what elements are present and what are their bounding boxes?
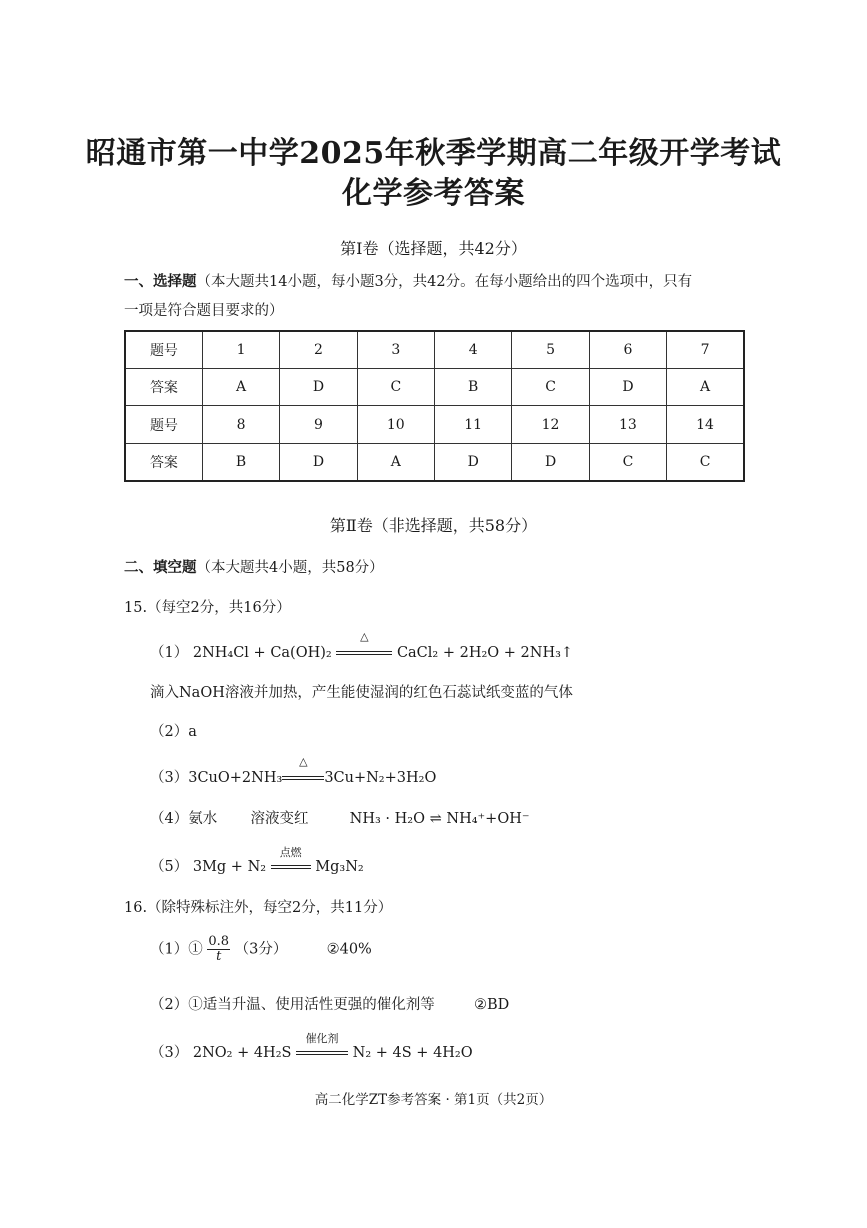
q15-label: 15.（每空2分，共16分）	[124, 600, 291, 616]
question-number: 8	[202, 406, 279, 443]
part-number: （1）	[150, 645, 189, 661]
answer-cell: B	[435, 369, 512, 406]
part-number: （3）	[150, 770, 189, 786]
condition-label: △	[360, 630, 369, 643]
equation-rhs: CaCl₂ + 2H₂O + 2NH₃↑	[396, 645, 574, 661]
question-number: 11	[435, 406, 512, 443]
reversible-arrow: ⇌	[429, 811, 442, 827]
reaction-condition	[282, 755, 324, 786]
part-number: （4）	[150, 811, 189, 827]
part1-heading: 第Ⅰ卷（选择题，共42分）	[340, 239, 527, 258]
q15-part4	[150, 807, 530, 828]
q16-part3-equation	[150, 1032, 473, 1062]
row-label: 答案	[125, 443, 202, 481]
answer-cell: C	[589, 443, 666, 481]
part2-section-desc: （本大题共4小题，共58分）	[196, 560, 384, 576]
reaction-condition	[296, 1032, 348, 1061]
question-number: 3	[357, 331, 434, 369]
part2-section-title: 二、填空题	[124, 559, 197, 576]
part1-section-title: 一、选择题	[124, 273, 197, 290]
row-label: 答案	[125, 369, 202, 406]
answer-cell: D	[435, 443, 512, 481]
equation-lhs: 3Mg + N₂	[192, 859, 267, 875]
answer-observation: 溶液变红	[250, 811, 309, 827]
part2-section-line	[124, 556, 384, 577]
reaction-condition	[271, 846, 311, 875]
q15-part1-equation	[150, 630, 574, 662]
equation-lhs: 3CuO+2NH₃	[188, 770, 283, 786]
part-number: （5）	[150, 859, 189, 875]
q15-part3-equation	[150, 755, 437, 787]
circle-one: ①	[188, 941, 203, 958]
answer-cell: C	[357, 369, 434, 406]
answer-options: ②BD	[473, 997, 510, 1013]
equation-rhs: Mg₃N₂	[315, 859, 364, 875]
part-number: （1）	[150, 941, 189, 958]
question-number: 13	[589, 406, 666, 443]
equation-rhs: N₂ + 4S + 4H₂O	[352, 1045, 473, 1061]
fraction-numerator: 0.8	[208, 934, 230, 949]
question-number: 1	[202, 331, 279, 369]
equation-rhs: 3Cu+N₂+3H₂O	[324, 770, 437, 786]
table-row	[125, 443, 744, 481]
q15-part5-equation	[150, 846, 364, 876]
row-label: 题号	[125, 406, 202, 443]
row-label: 题号	[125, 331, 202, 369]
answer-cell: D	[589, 369, 666, 406]
table-row	[125, 369, 744, 406]
answer-cell: C	[667, 443, 744, 481]
answer-measures: ①适当升温、使用活性更强的催化剂等	[188, 997, 435, 1013]
condition-label: △	[299, 755, 308, 768]
equals-sign	[296, 1051, 348, 1055]
answer-percent: ②40%	[326, 941, 372, 958]
part-number: （2）	[150, 997, 189, 1013]
equals-sign	[336, 651, 392, 655]
answer-cell: A	[202, 369, 279, 406]
answer-table	[124, 330, 745, 482]
q16-part1	[150, 935, 372, 964]
question-number: 12	[512, 406, 589, 443]
fraction-denominator: t	[216, 949, 222, 964]
question-number: 7	[667, 331, 744, 369]
fraction	[207, 935, 230, 964]
answer-cell: B	[202, 443, 279, 481]
q15-part1-note: 滴入NaOH溶液并加热，产生能使湿润的红色石蕊试纸变蓝的气体	[150, 685, 573, 701]
part1-section-desc-2: 一项是符合题目要求的）	[124, 303, 284, 319]
answer-key-title: 化学参考答案	[342, 176, 525, 211]
part-number: （3）	[150, 1045, 189, 1061]
equation-lhs: NH₃ · H₂O	[349, 811, 425, 827]
answer-cell: A	[357, 443, 434, 481]
answer-cell: A	[667, 369, 744, 406]
page-footer: 高二化学ZT参考答案 · 第1页（共2页）	[314, 1092, 553, 1108]
part1-section-line	[124, 270, 692, 291]
table-row	[125, 331, 744, 369]
equation-rhs: NH₄⁺+OH⁻	[446, 811, 530, 827]
table-row	[125, 406, 744, 443]
question-number: 4	[435, 331, 512, 369]
equals-sign	[282, 776, 324, 780]
exam-title: 昭通市第一中学2025年秋季学期高二年级开学考试	[85, 136, 782, 171]
condition-label: 点燃	[279, 846, 302, 859]
question-number: 6	[589, 331, 666, 369]
question-number: 2	[280, 331, 357, 369]
equation-lhs: 2NO₂ + 4H₂S	[192, 1045, 292, 1061]
q16-label: 16.（除特殊标注外，每空2分，共11分）	[124, 900, 393, 916]
question-number: 10	[357, 406, 434, 443]
part2-heading: 第Ⅱ卷（非选择题，共58分）	[329, 516, 538, 535]
answer-cell: D	[280, 369, 357, 406]
question-number: 9	[280, 406, 357, 443]
answer-cell: D	[512, 443, 589, 481]
equals-sign	[271, 865, 311, 869]
answer-cell: D	[280, 443, 357, 481]
question-number: 14	[667, 406, 744, 443]
q16-part2	[150, 993, 509, 1014]
answer-cell: C	[512, 369, 589, 406]
score-note: （3分）	[234, 941, 288, 958]
condition-label: 催化剂	[305, 1032, 339, 1045]
question-number: 5	[512, 331, 589, 369]
part1-section-desc: （本大题共14小题，每小题3分，共42分。在每小题给出的四个选项中，只有	[196, 274, 693, 290]
equation-lhs: 2NH₄Cl + Ca(OH)₂	[192, 645, 332, 661]
q15-part2: （2）a	[150, 724, 197, 740]
reaction-condition	[336, 630, 392, 661]
answer-reagent: 氨水	[188, 811, 218, 827]
